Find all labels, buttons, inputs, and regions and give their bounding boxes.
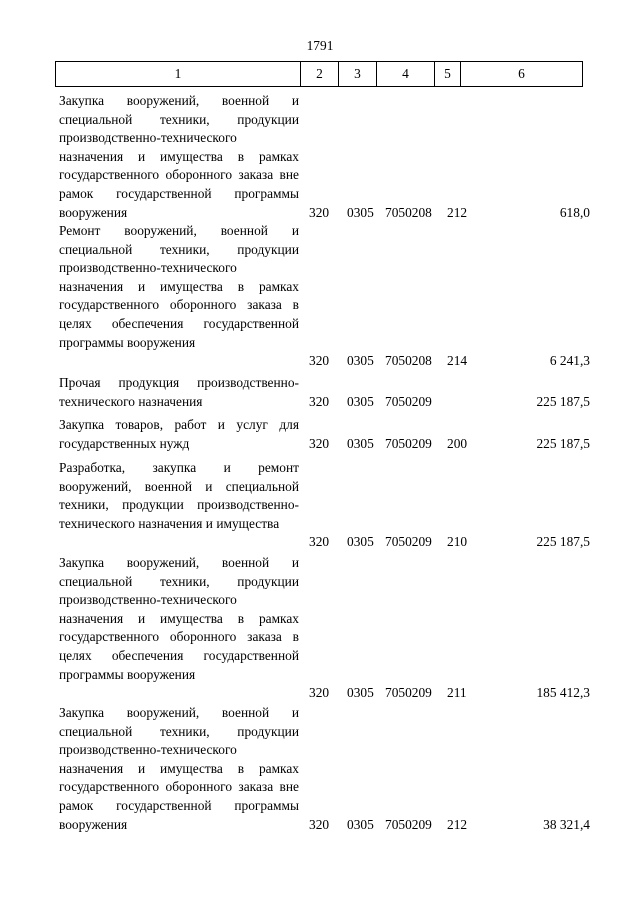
row-description: Ремонт вооружений, военной и специальной техники, продукции производственно-технического назначения и имущества в рамках государственного оборонного заказа в целях обеспечения государственной программы вооружения [59,223,299,350]
row-description: Закупка вооружений, военной и специальной техники, продукции производственно-технического назначения и имущества в рамках государственного оборонного заказа вне рамок государственной программы вооружения [59,93,299,220]
row-col5: 200 [447,435,468,451]
row-col3: 0305 [347,685,374,701]
row-col6: 6 241,3 [549,353,590,369]
row-col5: 211 [447,685,467,701]
row-description: Разработка, закупка и ремонт вооружений, военной и специальной техники, продукции производственно-технического назначения и имущества [59,460,299,531]
row-col4: 7050209 [385,816,432,832]
column-header-2: 2 [301,62,339,87]
row-col5: 214 [447,353,468,369]
column-header-4: 4 [377,62,435,87]
row-col6: 38 321,4 [543,816,590,832]
row-col6: 225 187,5 [536,393,590,409]
row-col2: 320 [309,685,330,701]
row-col4: 7050208 [385,353,432,369]
row-col6: 225 187,5 [536,534,590,550]
row-col3: 0305 [347,435,374,451]
table-row [59,92,590,222]
row-description: Закупка вооружений, военной и специальной техники, продукции производственно-технического назначения и имущества в рамках государственного оборонного заказа вне рамок государственной программы вооружения [59,705,299,832]
table-row [59,416,590,456]
row-col3: 0305 [347,204,374,220]
page-number: 1791 [306,38,334,53]
row-col3: 0305 [347,393,374,409]
row-col4: 7050209 [385,685,432,701]
row-col3: 0305 [347,816,374,832]
row-col2: 320 [309,393,330,409]
row-col2: 320 [309,204,330,220]
row-description: Закупка товаров, работ и услуг для государственных нужд [59,417,299,451]
row-col2: 320 [309,353,330,369]
row-col2: 320 [309,816,330,832]
table-row [59,704,590,834]
column-header-row [56,62,583,87]
table-row [59,554,590,704]
column-header-table [55,61,583,87]
row-col5: 210 [447,534,468,550]
row-description: Закупка вооружений, военной и специальной техники, продукции производственно-технического назначения и имущества в рамках государственного оборонного заказа в целях обеспечения государственной программы вооружения [59,555,299,682]
row-description: Прочая продукция производственно-технического назначения [59,375,299,409]
row-col3: 0305 [347,353,374,369]
column-header-6: 6 [461,62,583,87]
row-col4: 7050208 [385,204,432,220]
row-col4: 7050209 [385,534,432,550]
row-col6: 185 412,3 [536,685,590,701]
row-col2: 320 [309,534,330,550]
row-col4: 7050209 [385,393,432,409]
row-col4: 7050209 [385,435,432,451]
table-row [59,459,590,554]
column-header-5: 5 [435,62,461,87]
row-col2: 320 [309,435,330,451]
row-col5: 212 [447,816,468,832]
row-col5: 212 [447,204,468,220]
table-row [59,222,590,372]
column-header-3: 3 [339,62,377,87]
row-col6: 225 187,5 [536,435,590,451]
row-col3: 0305 [347,534,374,550]
table-row [59,374,590,414]
row-col6: 618,0 [559,204,590,220]
column-header-1: 1 [56,62,301,87]
